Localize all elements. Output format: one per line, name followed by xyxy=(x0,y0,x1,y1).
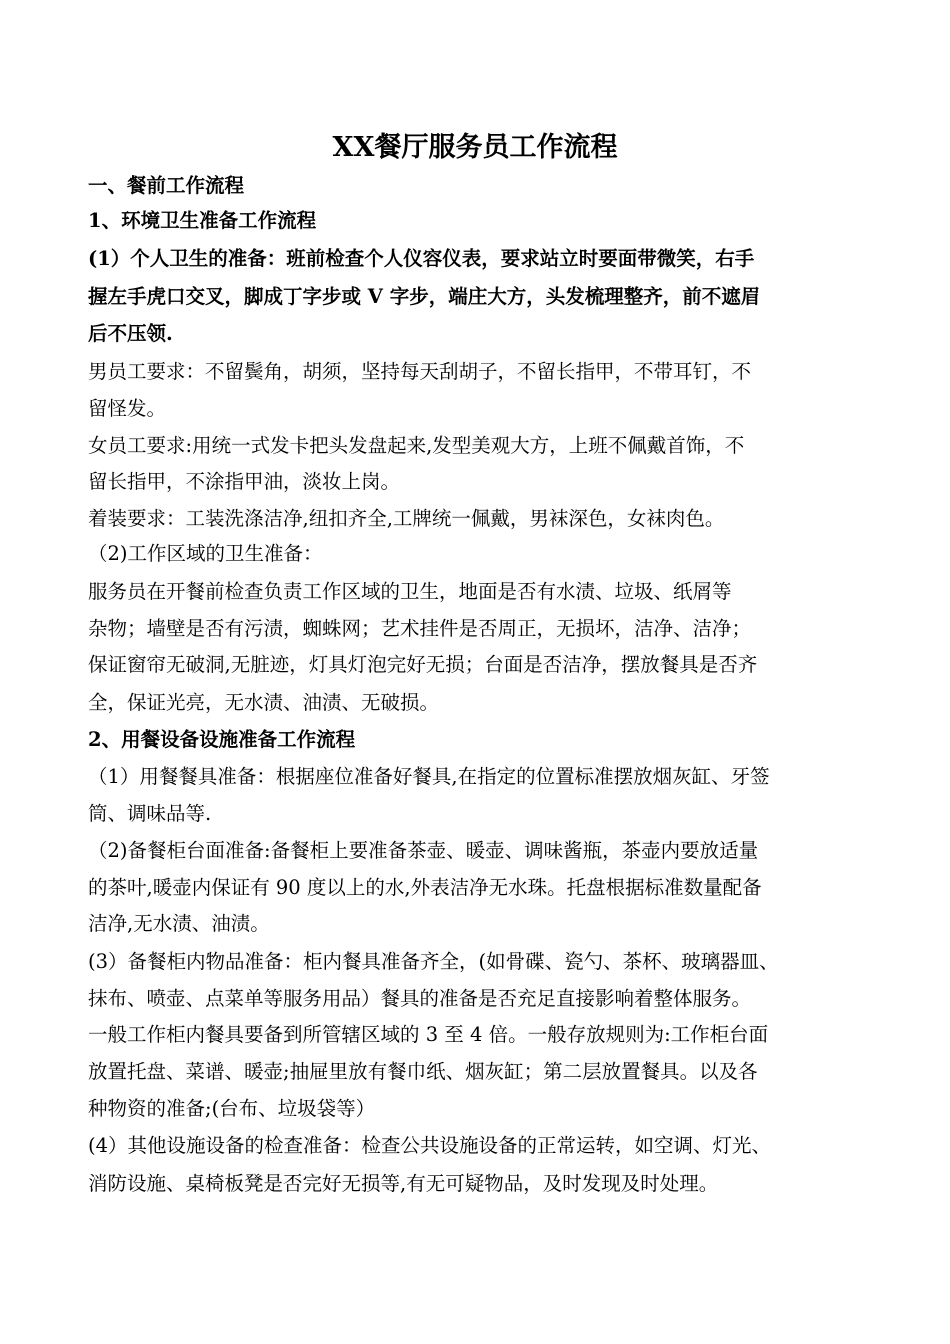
paragraph-line: 种物资的准备;(台布、垃圾袋等） xyxy=(88,1097,376,1120)
paragraph-line: 抹布、喷壶、点菜单等服务用品）餐具的准备是否充足直接影响着整体服务。 xyxy=(88,987,752,1010)
document-title: XX餐厅服务员工作流程 xyxy=(332,132,618,163)
paragraph-line: 握左手虎口交叉，脚成丁字步或 V 字步，端庄大方，头发梳理整齐，前不遮眉 xyxy=(88,285,761,308)
paragraph-line: 男员工要求：不留鬓角，胡须，坚持每天刮胡子，不留长指甲，不带耳钉，不 xyxy=(88,360,752,383)
paragraph-line: 的茶叶,暖壶内保证有 90 度以上的水,外表洁净无水珠。托盘根据标准数量配备 xyxy=(88,876,762,899)
paragraph-line: 女员工要求:用统一式发卡把头发盘起来,发型美观大方，上班不佩戴首饰，不 xyxy=(88,434,745,457)
paragraph-line: 筒、调味品等. xyxy=(88,802,212,825)
paragraph-line: 保证窗帘无破洞,无脏迹，灯具灯泡完好无损；台面是否洁净，摆放餐具是否齐 xyxy=(88,653,758,676)
section-heading: 一、餐前工作流程 xyxy=(88,174,245,197)
paragraph-line: 全，保证光亮，无水渍、油渍、无破损。 xyxy=(88,691,440,714)
paragraph-line: （2)备餐柜台面准备:备餐柜上要准备茶壶、暖壶、调味酱瓶，茶壶内要放适量 xyxy=(88,839,759,862)
paragraph-line: 着装要求：工装洗涤洁净,纽扣齐全,工牌统一佩戴，男袜深色，女袜肉色。 xyxy=(88,507,725,530)
paragraph-line: 杂物；墙壁是否有污渍，蜘蛛网；艺术挂件是否周正，无损坏，洁净、洁净； xyxy=(88,617,752,640)
paragraph-line: （2)工作区域的卫生准备： xyxy=(88,542,323,565)
paragraph-line: 一般工作柜内餐具要备到所管辖区域的 3 至 4 倍。一般存放规则为:工作柜台面 xyxy=(88,1023,769,1046)
paragraph-line: (1）个人卫生的准备：班前检查个人仪容仪表，要求站立时要面带微笑，右手 xyxy=(88,247,755,270)
paragraph-line: 消防设施、桌椅板凳是否完好无损等,有无可疑物品，及时发现及时处理。 xyxy=(88,1172,719,1195)
paragraph-line: (4）其他设施设备的检查准备：检查公共设施设备的正常运转，如空调、灯光、 xyxy=(88,1134,772,1157)
paragraph-line: 洁净,无水渍、油渍。 xyxy=(88,912,270,935)
paragraph-line: 后不压领. xyxy=(88,322,173,345)
paragraph-line: 放置托盘、菜谱、暖壶;抽屉里放有餐巾纸、烟灰缸；第二层放置餐具。以及各 xyxy=(88,1060,758,1083)
paragraph-line: 服务员在开餐前检查负责工作区域的卫生，地面是否有水渍、垃圾、纸屑等 xyxy=(88,580,732,603)
paragraph-line: 留怪发。 xyxy=(88,397,167,420)
paragraph-line: （1）用餐餐具准备：根据座位准备好餐具,在指定的位置标准摆放烟灰缸、牙签 xyxy=(88,765,770,788)
subsection-heading: 2、用餐设备设施准备工作流程 xyxy=(88,728,356,751)
paragraph-line: (3）备餐柜内物品准备：柜内餐具准备齐全，(如骨碟、瓷勺、茶杯、玻璃器皿、 xyxy=(88,950,779,973)
subsection-heading: 1、环境卫生准备工作流程 xyxy=(88,209,317,232)
paragraph-line: 留长指甲，不涂指甲油，淡妆上岗。 xyxy=(88,470,401,493)
